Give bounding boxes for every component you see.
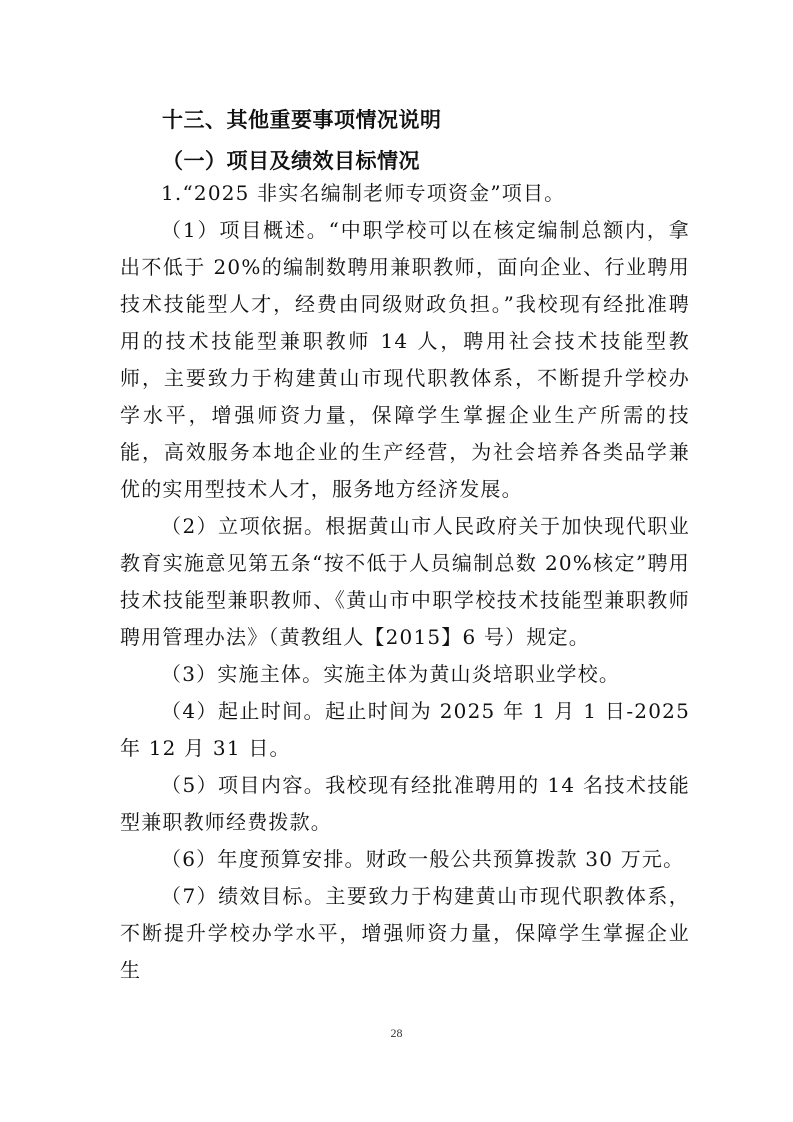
- content-paragraph: （5）项目内容。我校现有经批准聘用的 14 名技术技能型兼职教师经费拨款。: [120, 773, 690, 834]
- budget-paragraph: （6）年度预算安排。财政一般公共预算拨款 30 万元。: [161, 847, 685, 871]
- section-heading: 十三、其他重要事项情况说明: [162, 108, 442, 132]
- body-text: [120, 175, 690, 989]
- implementer-paragraph: （3）实施主体。实施主体为黄山炎培职业学校。: [161, 662, 621, 686]
- basis-paragraph: （2）立项依据。根据黄山市人民政府关于加快现代职业教育实施意见第五条“按不低于人员编制总数 20%核定”聘用技术技能型兼职教师、《黄山市中职学校技术技能型兼职教师聘用管理办法》（黄教组人【2015】6 号）规定。: [120, 514, 690, 649]
- subsection-heading: （一）项目及绩效目标情况: [162, 149, 420, 173]
- project-title-paragraph: 1.“2025 非实名编制老师专项资金”项目。: [161, 181, 566, 205]
- page-number: 28: [390, 1026, 403, 1040]
- period-paragraph: （4）起止时间。起止时间为 2025 年 1 月 1 日-2025 年 12 月 31 日。: [120, 699, 690, 760]
- goal-paragraph: （7）绩效目标。主要致力于构建黄山市现代职教体系，不断提升学校办学水平，增强师资力量，保障学生掌握企业生: [120, 884, 690, 982]
- overview-paragraph: （1）项目概述。“中职学校可以在核定编制总额内，拿出不低于 20%的编制数聘用兼职教师，面向企业、行业聘用技术技能型人才，经费由同级财政负担。”我校现有经批准聘用的技术技能型兼职教师 14 人，聘用社会技术技能型教师，主要致力于构建黄山市现代职教体系，不断提升学校办学水平，增强师资力量，保障学生掌握企业生产所需的技能，高效服务本地企业的生产经营，为社会培养各类品学兼优的实用型技术人才，服务地方经济发展。: [120, 218, 690, 501]
